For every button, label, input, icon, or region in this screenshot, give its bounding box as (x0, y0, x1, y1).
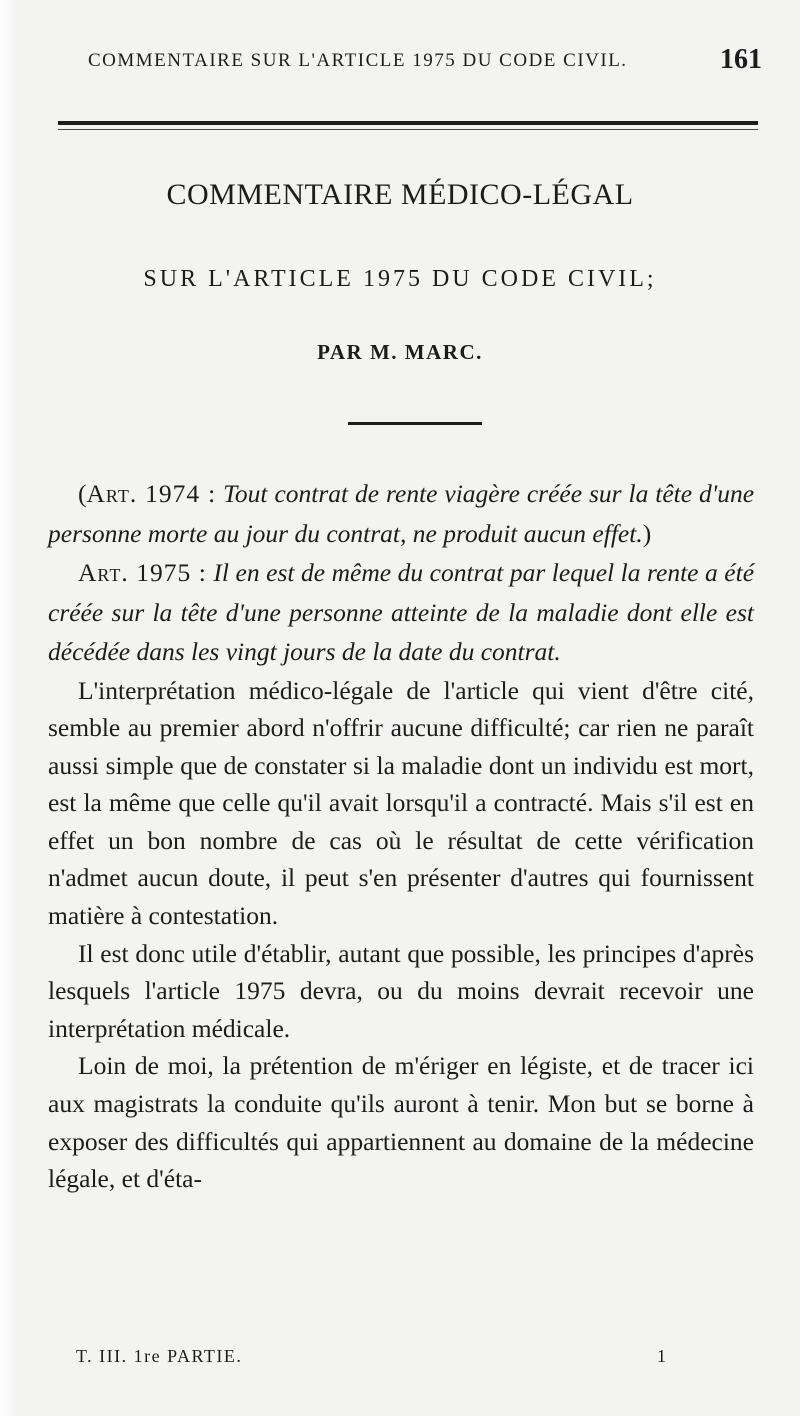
quote-article-1975 (48, 553, 754, 672)
paragraph: Il est donc utile d'établir, autant que possible, les principes d'après lesquels l'article 1975 devra, ou du moins devrait recevoir une interprétation médicale. (48, 938, 754, 1043)
quote-open-paren: ( (78, 479, 87, 508)
paragraph: L'interprétation médico-légale de l'article qui vient d'être cité, semble au premier abord n'offrir aucune difficulté; car rien ne paraît aussi simple que de constater si la maladie dont un individu est mort, est la même que celle qu'il avait lorsqu'il a contracté. Mais s'il est en effet un bon nombre de cas où le résultat de cette vérification n'admet aucun doute, il peut s'en présenter d'autres qui fournissent matière à contestation. (48, 675, 754, 931)
quote-article-1974 (48, 474, 754, 553)
signature-mark: T. III. 1re PARTIE. (76, 1346, 243, 1366)
page-footer (76, 1346, 696, 1376)
quote-text: Il en est de même du contrat par lequel la rente a été créée sur la tête d'une personne atteinte de la maladie dont elle est décédée dans les vingt jours de la date du contrat. (48, 558, 755, 666)
body-text (48, 474, 754, 1198)
section-divider (348, 422, 482, 425)
running-head (88, 44, 764, 84)
quote-label: Art. 1974 : (86, 479, 217, 508)
article-subtitle: SUR L'ARTICLE 1975 DU CODE CIVIL; (143, 266, 657, 292)
quote-close-paren: ) (642, 518, 652, 548)
header-thin-rule (58, 129, 758, 130)
running-head-title: COMMENTAIRE SUR L'ARTICLE 1975 DU CODE CIVIL. (88, 50, 628, 71)
article-title: COMMENTAIRE MÉDICO-LÉGAL (166, 178, 634, 211)
quote-label: Art. 1975 : (78, 558, 207, 587)
paragraph: Loin de moi, la prétention de m'ériger en légiste, et de tracer ici aux magistrats la conduite qu'ils auront à tenir. Mon but se borne à exposer des difficultés qui appartiennent au domaine de la médecine légale, et d'éta- (48, 1051, 754, 1194)
quote-text: Tout contrat de rente viagère créée sur la tête d'une personne morte au jour du contrat, ne produit aucun effet. (48, 479, 755, 548)
author-byline: PAR M. MARC. (317, 340, 483, 364)
signature-number: 1 (657, 1346, 666, 1366)
header-thick-rule (58, 121, 758, 125)
page-number: 161 (720, 44, 762, 75)
